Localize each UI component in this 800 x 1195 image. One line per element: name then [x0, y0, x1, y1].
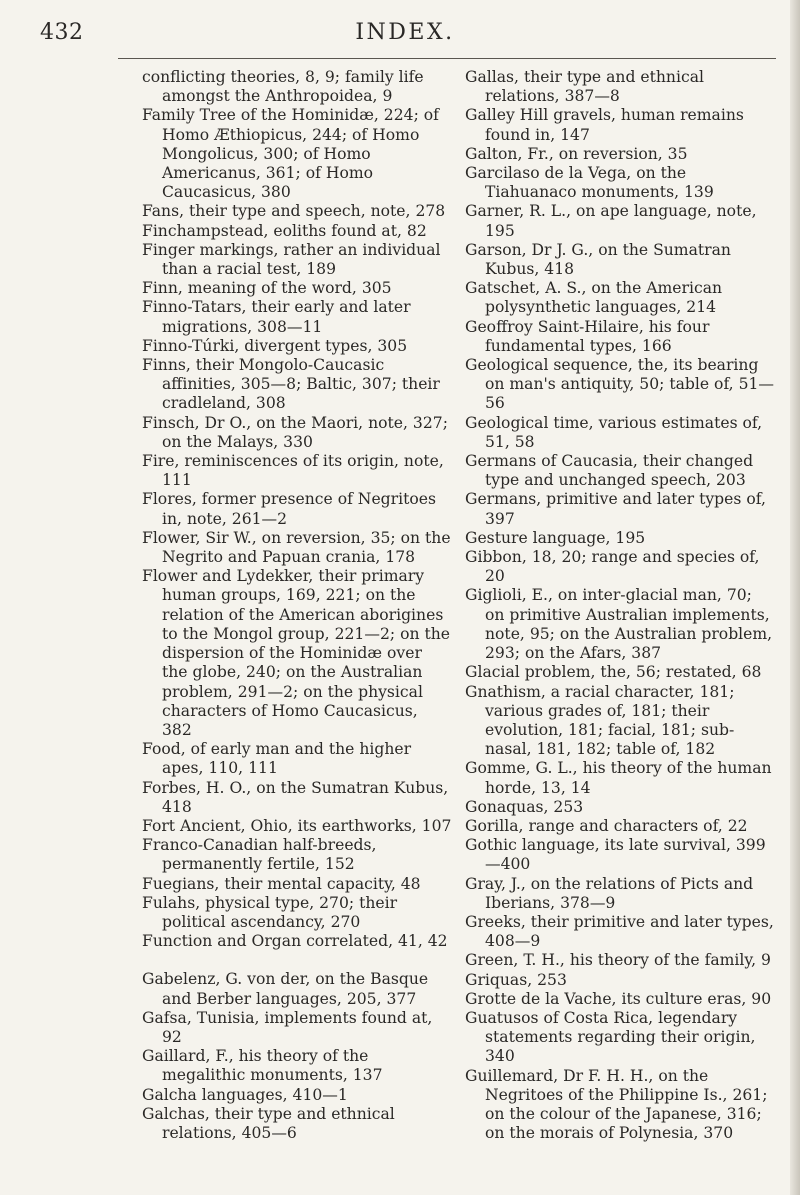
- index-entry: Griquas, 253: [465, 970, 567, 989]
- index-entry: Finno-Túrki, divergent types, 305: [142, 336, 408, 355]
- index-entry: Fire, reminiscences of its origin, note, 111: [142, 452, 444, 490]
- index-entry: Gonaquas, 253: [465, 797, 584, 816]
- index-entry: Gomme, G. L., his theory of the human horde, 13, 14: [465, 759, 772, 797]
- index-entry: Finn, meaning of the word, 305: [142, 279, 392, 298]
- index-column-left: [142, 68, 452, 1143]
- index-entry: conflicting theories, 8, 9; family life amongst the Anthropoidea, 9: [142, 68, 424, 106]
- index-entry: Fulahs, physical type, 270; their political ascendancy, 270: [142, 893, 398, 931]
- index-entry: Flower and Lydekker, their primary human groups, 169, 221; on the relation of the American aborigines to the Mongol group, 221—2; on the dispersion of the Hominidæ over the globe, 240; on the Australian problem, 291—2; on the physical characters of Homo Caucasicus, 382: [142, 567, 450, 739]
- index-entry: Finsch, Dr O., on the Maori, note, 327; on the Malays, 330: [142, 413, 448, 451]
- index-entry: Grotte de la Vache, its culture eras, 90: [465, 989, 772, 1008]
- index-entry: Flower, Sir W., on reversion, 35; on the Negrito and Papuan crania, 178: [142, 528, 451, 567]
- index-entry: Germans, primitive and later types of, 397: [465, 490, 766, 528]
- index-entry: Fort Ancient, Ohio, its earthworks, 107: [142, 816, 452, 835]
- index-entry: Flores, former presence of Negritoes in, note, 261—2: [142, 490, 436, 528]
- index-entry: Galcha languages, 410—1: [142, 1085, 348, 1104]
- index-entry: Forbes, H. O., on the Sumatran Kubus, 418: [142, 778, 449, 816]
- index-entry: Geological sequence, the, its bearing on man's antiquity, 50; table of, 51—56: [465, 356, 775, 413]
- index-entry: Food, of early man and the higher apes, 110, 111: [142, 740, 412, 778]
- index-entry: Finger markings, rather an individual than a racial test, 189: [142, 240, 441, 279]
- index-entry: Galley Hill gravels, human remains found in, 147: [465, 106, 744, 144]
- index-entry: Gibbon, 18, 20; range and species of, 20: [465, 548, 760, 586]
- page-header: [40, 20, 770, 52]
- index-entry: Franco-Canadian half-breeds, permanently fertile, 152: [142, 836, 377, 874]
- index-entry: Geoffroy Saint-Hilaire, his four fundamental types, 166: [465, 317, 710, 355]
- index-entry: Gothic language, its late survival, 399—400: [465, 836, 766, 874]
- index-entry: Gallas, their type and ethnical relations, 387—8: [465, 68, 704, 106]
- index-entry: Guatusos of Costa Rica, legendary statements regarding their origin, 340: [465, 1008, 756, 1066]
- index-entry: Fans, their type and speech, note, 278: [142, 202, 446, 221]
- index-entry: Guillemard, Dr F. H. H., on the Negritoes of the Philippine Is., 261; on the colour of the Japanese, 316; on the morais of Polynesia, 370: [465, 1066, 768, 1143]
- index-entry: Gaillard, F., his theory of the megalithic monuments, 137: [142, 1047, 383, 1085]
- index-entry: Geological time, various estimates of, 51, 58: [465, 413, 763, 451]
- running-head: INDEX.: [355, 20, 455, 45]
- index-entry: Gnathism, a racial character, 181; various grades of, 181; their evolution, 181; facial, 181; sub-nasal, 181, 182; table of, 182: [465, 682, 735, 759]
- page-number: 432: [40, 20, 84, 45]
- index-entry: Galchas, their type and ethnical relations, 405—6: [142, 1104, 395, 1142]
- index-entry: Glacial problem, the, 56; restated, 68: [465, 663, 762, 682]
- page-edge: [790, 0, 800, 1195]
- index-column-right: [465, 68, 775, 1143]
- index-entry: Function and Organ correlated, 41, 42: [142, 932, 448, 951]
- index-entry: Galton, Fr., on reversion, 35: [465, 144, 688, 163]
- index-entry: Greeks, their primitive and later types, 408—9: [465, 912, 774, 951]
- index-entry: Gabelenz, G. von der, on the Basque and Berber languages, 205, 377: [142, 970, 429, 1008]
- index-entry: Gatschet, A. S., on the American polysynthetic languages, 214: [465, 279, 723, 317]
- index-entry: Finno-Tatars, their early and later migrations, 308—11: [142, 298, 411, 336]
- index-entry: Garcilaso de la Vega, on the Tiahuanaco monuments, 139: [465, 164, 714, 202]
- index-entry: Green, T. H., his theory of the family, 9: [465, 951, 771, 970]
- index-entry: Gesture language, 195: [465, 528, 646, 547]
- header-rule: [118, 58, 776, 59]
- index-entry: Giglioli, E., on inter-glacial man, 70; on primitive Australian implements, note, 95; on the Australian problem, 293; on the Afars, 387: [465, 586, 773, 663]
- index-entry: Family Tree of the Hominidæ, 224; of Homo Æthiopicus, 244; of Homo Mongolicus, 300; of Homo Americanus, 361; of Homo Caucasicus, 380: [142, 106, 439, 202]
- index-entry: Gorilla, range and characters of, 22: [465, 816, 748, 835]
- index-entry: Fuegians, their mental capacity, 48: [142, 874, 421, 893]
- index-entry: Finns, their Mongolo-Caucasic affinities, 305—8; Baltic, 307; their cradleland, 308: [142, 356, 440, 413]
- index-entry: Garner, R. L., on ape language, note, 195: [465, 202, 757, 240]
- index-entry: Gray, J., on the relations of Picts and Iberians, 378—9: [465, 874, 754, 912]
- index-entry: Finchampstead, eoliths found at, 82: [142, 221, 427, 240]
- index-entry: Gafsa, Tunisia, implements found at, 92: [142, 1008, 433, 1046]
- index-entry: Garson, Dr J. G., on the Sumatran Kubus, 418: [465, 240, 731, 279]
- index-entry: Germans of Caucasia, their changed type and unchanged speech, 203: [465, 452, 754, 490]
